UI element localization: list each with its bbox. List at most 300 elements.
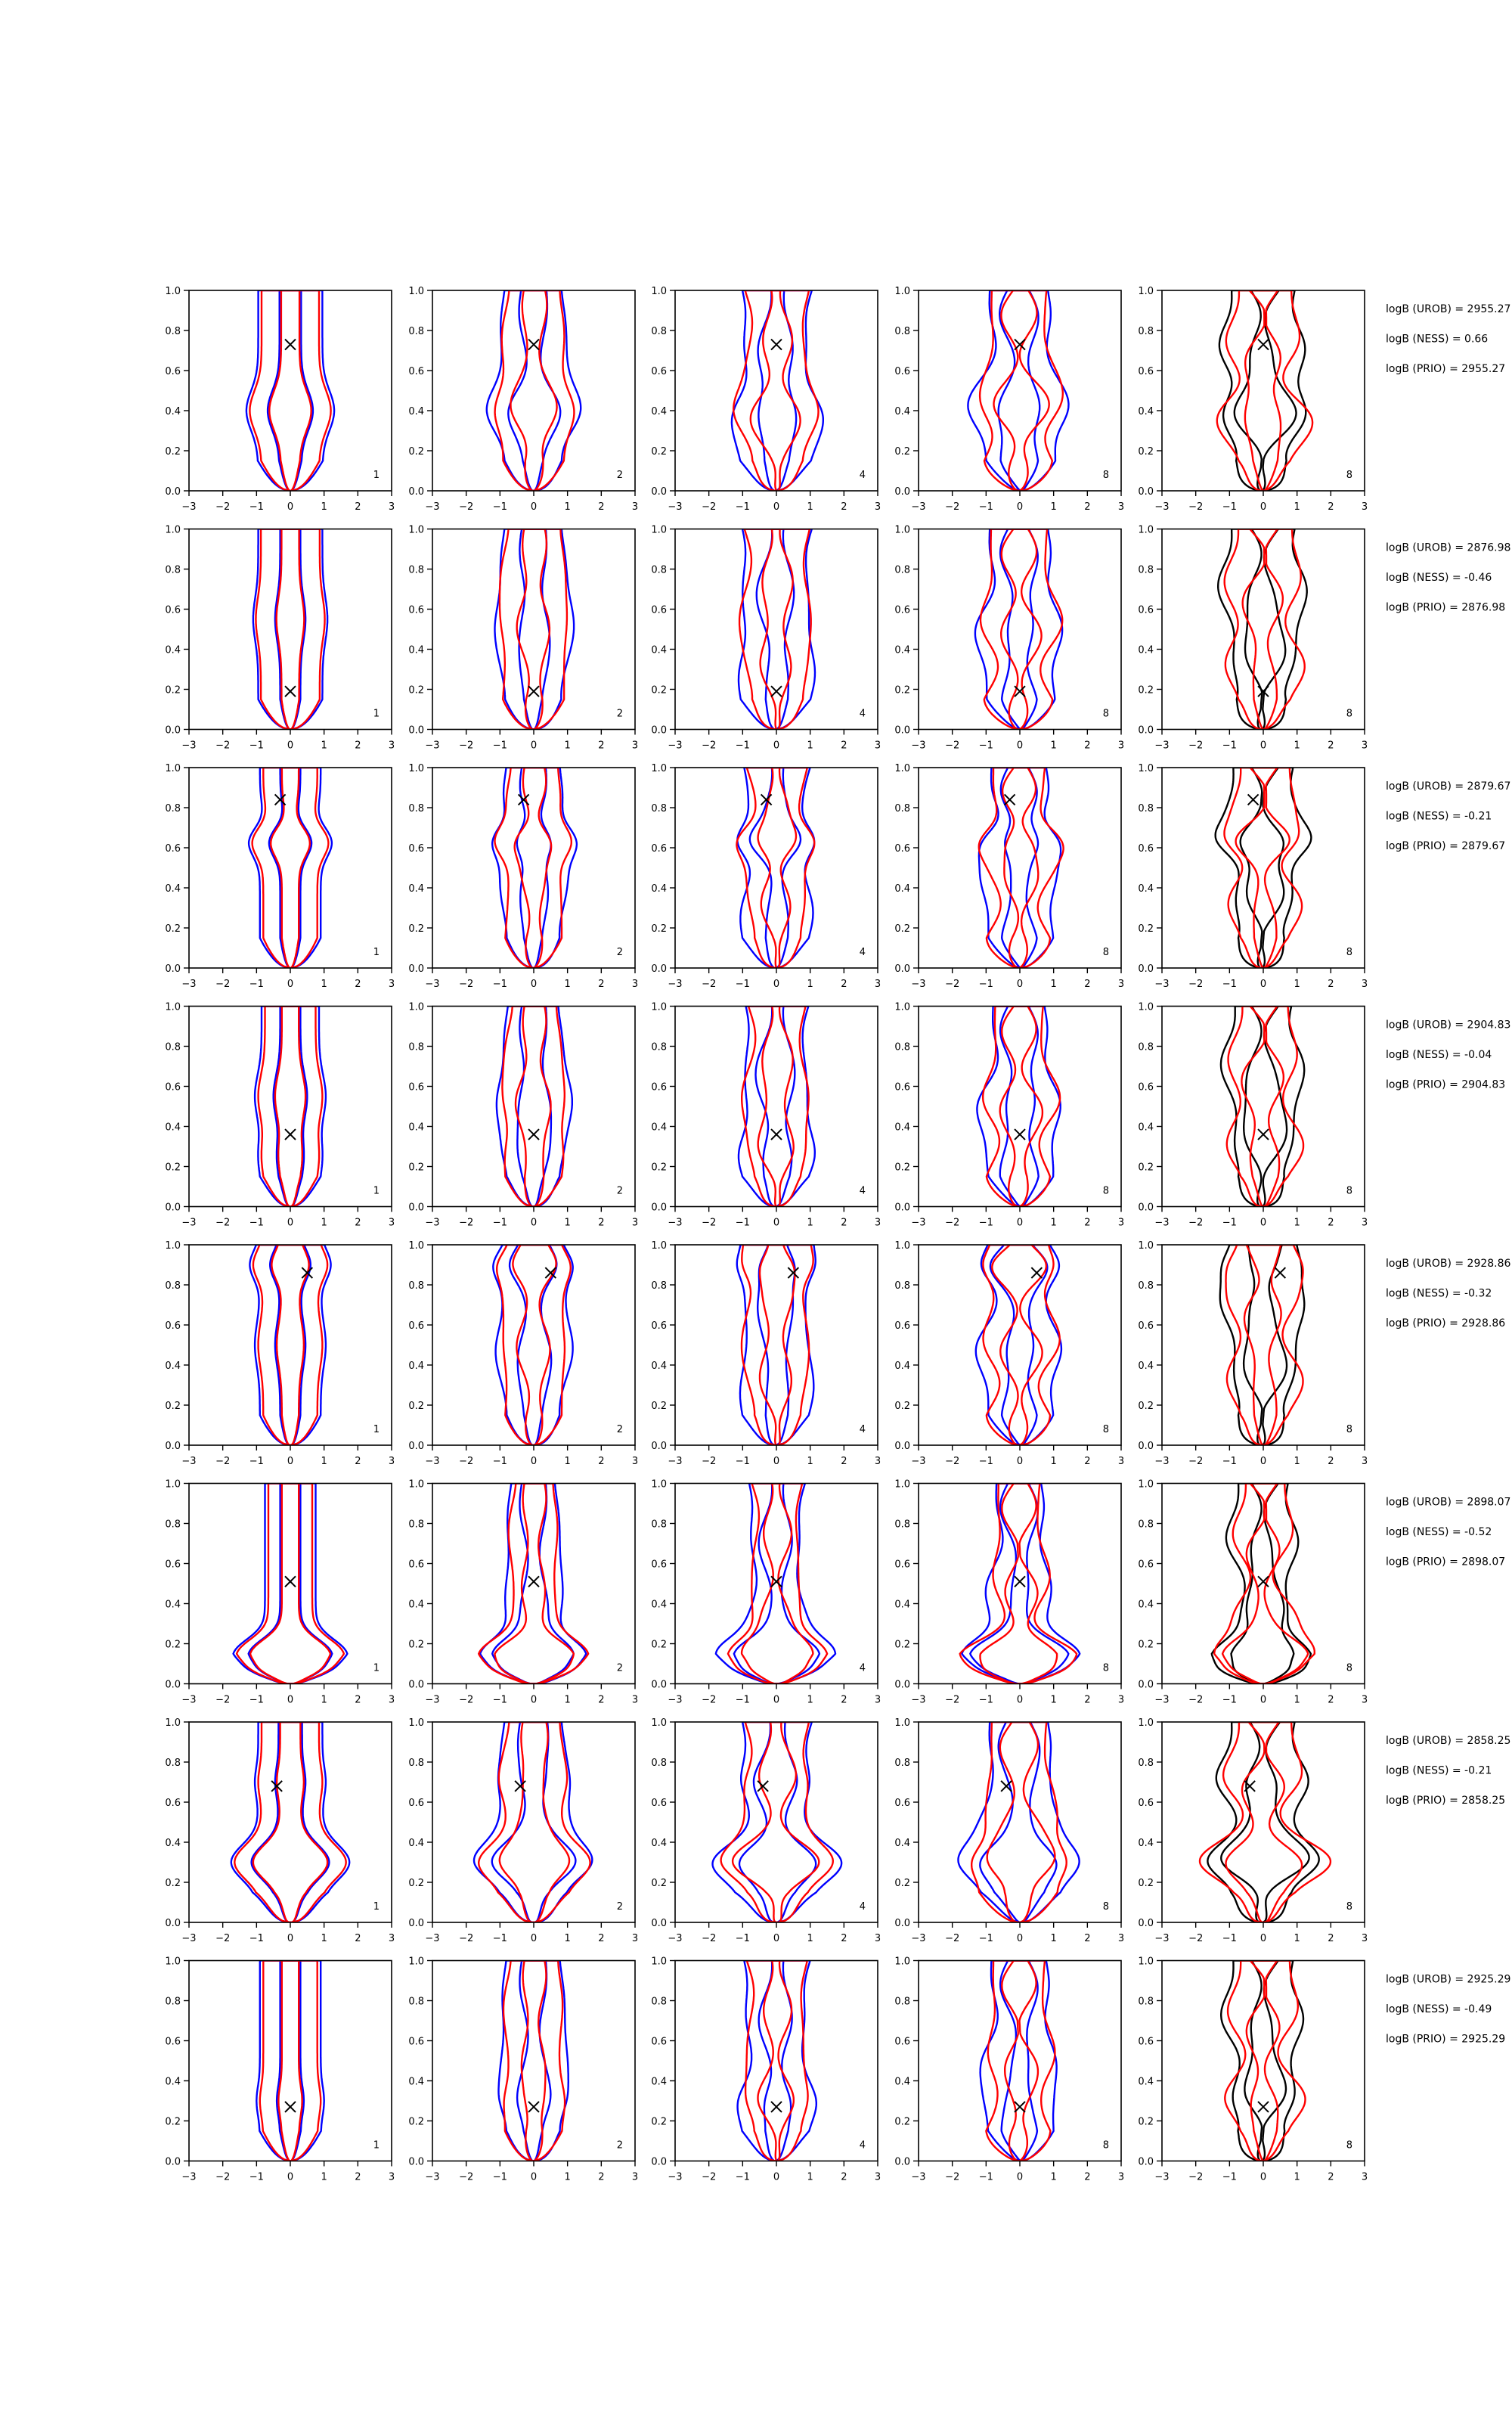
panel-number: 4 [859, 708, 866, 720]
y-tick-label: 0.0 [165, 724, 181, 737]
panel-r8-c2 [408, 1956, 638, 2183]
x-tick-label: 2 [1084, 1694, 1091, 1706]
contour-inner-blue [274, 1007, 308, 1207]
true-point-marker [771, 340, 782, 350]
y-tick-label: 0.6 [165, 1798, 181, 1809]
contour-outer-red [237, 1484, 344, 1684]
y-tick-label: 0.6 [894, 1081, 910, 1094]
x-tick-label: −1 [249, 740, 264, 752]
panel-number: 8 [1102, 1662, 1109, 1674]
x-tick-label: 1 [1294, 1694, 1300, 1706]
logb-annotation-line: logB (PRIO) = 2925.29 [1386, 2033, 1506, 2046]
contour-group [959, 1722, 1080, 1922]
x-tick-label: 2 [598, 979, 605, 990]
x-tick-label: −3 [425, 1694, 440, 1706]
y-tick-label: 0.6 [894, 1559, 910, 1571]
logb-annotation-line: logB (PRIO) = 2876.98 [1386, 601, 1506, 614]
panel-r4-c1 [165, 1002, 395, 1229]
x-tick-label: −1 [1222, 1456, 1237, 1467]
x-tick-label: 2 [1328, 501, 1334, 513]
x-tick-label: 3 [631, 501, 639, 513]
x-tick-label: 2 [841, 1217, 847, 1229]
contour-outer-blue [976, 1245, 1061, 1445]
x-tick-label: −3 [668, 1217, 683, 1229]
x-tick-label: 2 [598, 1456, 605, 1467]
y-tick-label: 0.6 [165, 1081, 181, 1094]
y-tick-label: 0.6 [165, 604, 181, 616]
contour-inner-blue [756, 1007, 795, 1207]
y-tick-label: 0.6 [651, 843, 667, 855]
y-tick-label: 1.0 [651, 763, 667, 774]
y-tick-label: 1.0 [894, 1001, 910, 1013]
y-tick-label: 0.6 [165, 843, 181, 855]
y-tick-label: 0.8 [408, 564, 424, 576]
panel-r8-c3 [651, 1956, 881, 2183]
y-tick-label: 0.2 [408, 923, 424, 935]
true-point-marker [1258, 2102, 1269, 2112]
x-tick-label: 1 [564, 1217, 571, 1229]
x-tick-label: −3 [425, 501, 440, 513]
x-tick-label: −2 [945, 2171, 960, 2183]
x-tick-label: −1 [735, 501, 750, 513]
y-tick-label: 0.4 [651, 644, 667, 656]
y-tick-label: 1.0 [651, 1240, 667, 1252]
x-tick-label: 2 [355, 1217, 361, 1229]
contour-outer-red [249, 290, 330, 491]
x-tick-label: −2 [459, 1217, 474, 1229]
y-tick-label: 0.0 [165, 486, 181, 498]
contour-inner-blue [492, 1484, 574, 1684]
x-tick-label: −1 [735, 740, 750, 752]
y-tick-label: 0.0 [1138, 2156, 1154, 2168]
contour-outer-blue [474, 1722, 592, 1922]
x-tick-label: 3 [388, 1694, 395, 1706]
panel-frame [675, 529, 878, 730]
x-tick-label: −3 [911, 1217, 926, 1229]
x-tick-label: −1 [249, 1217, 264, 1229]
x-tick-label: 2 [598, 501, 605, 513]
panel-r6-c4 [894, 1479, 1124, 1706]
y-tick-label: 0.4 [1138, 1122, 1154, 1134]
contour-outer-red [479, 1722, 590, 1922]
y-tick-label: 0.4 [651, 2076, 667, 2088]
contour-outer-red [971, 1722, 1067, 1922]
contour-group [1212, 1484, 1315, 1684]
panel-number: 4 [859, 1185, 866, 1197]
x-tick-label: 1 [1294, 1456, 1300, 1467]
contour-outer-blue [231, 1722, 349, 1922]
y-tick-label: 1.0 [894, 524, 910, 536]
y-tick-label: 1.0 [894, 1956, 910, 1968]
logb-annotation-line: logB (PRIO) = 2955.27 [1386, 363, 1506, 375]
panel-number: 4 [859, 1662, 866, 1674]
x-tick-label: 0 [1016, 1217, 1024, 1229]
x-tick-label: −1 [249, 501, 264, 513]
x-tick-label: 3 [1361, 1217, 1368, 1229]
contour-outer-blue [253, 529, 327, 730]
x-tick-label: 0 [1016, 1694, 1024, 1706]
x-tick-label: 0 [287, 740, 294, 752]
x-tick-label: 0 [530, 2171, 538, 2183]
x-tick-label: 0 [773, 1694, 780, 1706]
y-tick-label: 0.2 [408, 1639, 424, 1651]
logb-annotation-line: logB (UROB) = 2898.07 [1386, 1496, 1511, 1509]
x-tick-label: 2 [841, 1694, 847, 1706]
y-tick-label: 0.8 [165, 326, 181, 337]
panel-frame [919, 529, 1121, 730]
y-tick-label: 1.0 [651, 524, 667, 536]
y-tick-label: 0.0 [894, 724, 910, 737]
y-tick-label: 0.6 [165, 366, 181, 377]
x-tick-label: 1 [1294, 740, 1300, 752]
panel-frame [919, 1961, 1121, 2161]
panel-frame [189, 1722, 392, 1922]
x-tick-label: 0 [1016, 1456, 1024, 1467]
y-tick-label: 0.0 [651, 2156, 667, 2168]
y-tick-label: 0.6 [1138, 366, 1154, 377]
y-tick-label: 0.0 [894, 1918, 910, 1929]
logb-annotation-line: logB (PRIO) = 2879.67 [1386, 840, 1506, 852]
x-tick-label: −3 [911, 1456, 926, 1467]
contour-group [249, 1245, 330, 1445]
x-tick-label: −1 [1222, 1217, 1237, 1229]
x-tick-label: 1 [807, 979, 813, 990]
contour-outer-blue [739, 1007, 815, 1207]
contour-inner-red [278, 1961, 302, 2161]
y-tick-label: 0.0 [1138, 1202, 1154, 1214]
panel-frame [919, 1007, 1121, 1207]
x-tick-label: 1 [1050, 979, 1057, 990]
contour-outer-red [502, 1007, 564, 1207]
contour-outer-blue [968, 290, 1068, 491]
x-tick-label: 0 [773, 2171, 780, 2183]
x-tick-label: −1 [492, 501, 507, 513]
x-tick-label: −2 [1188, 2171, 1204, 2183]
x-tick-label: −1 [978, 501, 993, 513]
contour-inner-blue [269, 768, 311, 968]
y-tick-label: 0.0 [651, 486, 667, 498]
true-point-marker [1275, 1267, 1285, 1278]
x-tick-label: −3 [668, 740, 683, 752]
y-tick-label: 0.2 [1138, 446, 1154, 458]
x-tick-label: 3 [388, 740, 395, 752]
y-tick-label: 0.6 [651, 604, 667, 616]
y-tick-label: 0.8 [651, 1996, 667, 2008]
y-tick-label: 0.4 [651, 406, 667, 417]
panel-r8-c5 [1138, 1956, 1368, 2183]
x-tick-label: 2 [355, 1694, 361, 1706]
y-tick-label: 0.0 [894, 1202, 910, 1214]
y-tick-label: 0.6 [408, 1081, 424, 1094]
y-tick-label: 0.2 [651, 446, 667, 458]
x-tick-label: 3 [1361, 1694, 1368, 1706]
x-tick-label: 3 [631, 1933, 639, 1944]
y-tick-label: 1.0 [1138, 1001, 1154, 1013]
y-tick-label: 0.2 [165, 1639, 181, 1651]
panel-r2-c5 [1138, 525, 1368, 752]
x-tick-label: −3 [1154, 740, 1170, 752]
panel-frame [675, 1245, 878, 1445]
y-tick-label: 0.0 [165, 1679, 181, 1691]
true-point-marker [515, 1781, 525, 1792]
panel-frame [189, 529, 392, 730]
y-tick-label: 0.4 [408, 406, 424, 417]
x-tick-label: 3 [388, 1456, 395, 1467]
logb-annotation-line: logB (NESS) = -0.46 [1386, 572, 1492, 584]
x-tick-label: −2 [945, 1456, 960, 1467]
panel-frame [189, 1484, 392, 1684]
contour-inner-blue [1001, 768, 1038, 968]
contour-inner-red [1002, 1961, 1038, 2161]
x-tick-label: 1 [1294, 979, 1300, 990]
y-tick-label: 1.0 [408, 1240, 424, 1252]
x-tick-label: 3 [631, 1694, 639, 1706]
x-tick-label: −3 [1154, 1694, 1170, 1706]
panel-frame [675, 1961, 878, 2161]
panel-r5-c2 [408, 1240, 638, 1467]
contour-group [256, 1961, 324, 2161]
x-tick-label: 3 [874, 740, 881, 752]
y-tick-label: 0.4 [1138, 644, 1154, 656]
panel-frame [189, 1245, 392, 1445]
x-tick-label: 0 [287, 501, 294, 513]
x-tick-label: 2 [598, 1933, 605, 1944]
contour-group [255, 1007, 326, 1207]
x-tick-label: −1 [1222, 501, 1237, 513]
y-tick-label: 0.4 [408, 883, 424, 895]
y-tick-label: 0.2 [408, 446, 424, 458]
x-tick-label: 1 [807, 1933, 813, 1944]
x-tick-label: −3 [181, 979, 197, 990]
x-tick-label: 2 [355, 740, 361, 752]
x-tick-label: 3 [1117, 501, 1125, 513]
y-tick-label: 0.6 [1138, 1320, 1154, 1332]
panel-r3-c3 [651, 763, 881, 990]
x-tick-label: −3 [425, 1933, 440, 1944]
y-tick-label: 0.2 [1138, 1878, 1154, 1889]
x-tick-label: 1 [1050, 740, 1057, 752]
x-tick-label: 0 [287, 1933, 294, 1944]
contour-group [474, 1722, 592, 1922]
y-tick-label: 0.8 [651, 564, 667, 576]
x-tick-label: −2 [702, 979, 717, 990]
contour-inner-red [751, 290, 801, 491]
x-tick-label: 0 [1259, 2171, 1267, 2183]
panel-frame [919, 1245, 1121, 1445]
x-tick-label: 0 [287, 1694, 294, 1706]
y-tick-label: 0.8 [1138, 803, 1154, 814]
x-tick-label: 2 [355, 1456, 361, 1467]
y-tick-label: 0.6 [894, 843, 910, 855]
x-tick-label: 2 [1084, 740, 1091, 752]
y-tick-label: 0.2 [165, 1162, 181, 1174]
y-tick-label: 1.0 [894, 1717, 910, 1729]
x-tick-label: 2 [841, 1933, 847, 1944]
y-tick-label: 0.4 [1138, 1599, 1154, 1611]
x-tick-label: 2 [841, 2171, 847, 2183]
x-tick-label: −3 [668, 1456, 683, 1467]
contour-outer-blue [979, 768, 1061, 968]
contour-outer-red [986, 1961, 1055, 2161]
contour-group [234, 1484, 348, 1684]
contour-group [979, 768, 1064, 968]
y-tick-label: 0.8 [894, 326, 910, 337]
y-tick-label: 1.0 [408, 1956, 424, 1968]
y-tick-label: 1.0 [165, 1001, 181, 1013]
contour-outer-red [742, 1245, 813, 1445]
true-point-marker [1015, 1129, 1025, 1140]
y-tick-label: 0.0 [165, 1202, 181, 1214]
panel-r5-c4 [894, 1240, 1124, 1467]
y-tick-label: 0.4 [408, 2076, 424, 2088]
panel-number: 8 [1102, 947, 1109, 958]
x-tick-label: 3 [874, 1456, 881, 1467]
x-tick-label: −1 [1222, 1933, 1237, 1944]
x-tick-label: 0 [530, 979, 538, 990]
x-tick-label: 0 [287, 2171, 294, 2183]
y-tick-label: 0.2 [1138, 684, 1154, 697]
x-tick-label: 2 [598, 1217, 605, 1229]
y-tick-label: 0.6 [165, 1320, 181, 1332]
x-tick-label: −2 [459, 740, 474, 752]
x-tick-label: 2 [841, 501, 847, 513]
x-tick-label: −1 [978, 740, 993, 752]
x-tick-label: 1 [321, 979, 327, 990]
y-tick-label: 0.2 [894, 2116, 910, 2128]
panel-r1-c3 [651, 286, 881, 513]
contour-group [249, 768, 332, 968]
x-tick-label: 1 [321, 501, 327, 513]
y-tick-label: 0.4 [408, 1122, 424, 1134]
y-tick-label: 0.8 [1138, 1758, 1154, 1769]
y-tick-label: 0.0 [408, 963, 424, 975]
x-tick-label: 3 [874, 1933, 881, 1944]
true-point-marker [528, 340, 539, 350]
y-tick-label: 1.0 [651, 1478, 667, 1491]
y-tick-label: 0.6 [651, 1081, 667, 1094]
y-tick-label: 0.2 [651, 2116, 667, 2128]
y-tick-label: 0.6 [165, 1559, 181, 1571]
x-tick-label: −2 [702, 1694, 717, 1706]
y-tick-label: 0.2 [1138, 1639, 1154, 1651]
y-tick-label: 0.8 [165, 1041, 181, 1053]
panel-frame [189, 768, 392, 968]
y-tick-label: 1.0 [1138, 1478, 1154, 1491]
panel-number: 8 [1346, 2139, 1352, 2152]
panel-r3-c2 [408, 763, 638, 990]
panel-number: 1 [373, 470, 380, 481]
contour-outer-blue [713, 1722, 842, 1922]
row-annotation-1 [1386, 303, 1510, 375]
y-tick-label: 0.6 [408, 843, 424, 855]
panel-number: 1 [373, 2139, 380, 2152]
contour-group [1218, 529, 1307, 730]
x-tick-label: 2 [1328, 1456, 1334, 1467]
panel-r4-c4 [894, 1002, 1124, 1229]
x-tick-label: 2 [598, 740, 605, 752]
contour-group [739, 529, 815, 730]
contour-outer-blue [246, 290, 334, 491]
y-tick-label: 1.0 [1138, 1240, 1154, 1252]
true-point-marker [1258, 1129, 1269, 1140]
y-tick-label: 0.6 [408, 1798, 424, 1809]
y-tick-label: 0.4 [651, 1838, 667, 1849]
y-tick-label: 0.0 [1138, 963, 1154, 975]
y-tick-label: 0.8 [1138, 326, 1154, 337]
x-tick-label: −2 [945, 1933, 960, 1944]
x-tick-label: −1 [735, 1933, 750, 1944]
y-tick-label: 1.0 [894, 1240, 910, 1252]
panel-frame [189, 290, 392, 491]
x-tick-label: −3 [668, 979, 683, 990]
x-tick-label: 2 [1084, 1217, 1091, 1229]
contour-group [479, 1484, 588, 1684]
row-annotation-7 [1386, 1735, 1510, 1807]
contour-group [736, 768, 814, 968]
panel-number: 4 [859, 947, 866, 958]
y-tick-label: 0.8 [894, 1996, 910, 2008]
contour-outer-blue [737, 768, 814, 968]
x-tick-label: 3 [1361, 979, 1368, 990]
x-tick-label: −3 [1154, 1456, 1170, 1467]
panel-r2-c4 [894, 525, 1124, 752]
contour-group [739, 1007, 815, 1207]
y-tick-label: 0.2 [165, 1878, 181, 1889]
logb-annotation-line: logB (PRIO) = 2928.86 [1386, 1317, 1506, 1329]
panel-r1-c2 [408, 286, 638, 513]
panel-frame [432, 768, 635, 968]
x-tick-label: −2 [459, 2171, 474, 2183]
x-tick-label: 3 [631, 1217, 639, 1229]
panel-frame [675, 768, 878, 968]
x-tick-label: −3 [1154, 1933, 1170, 1944]
y-tick-label: 0.2 [651, 1878, 667, 1889]
true-point-marker [528, 1129, 539, 1140]
y-tick-label: 0.8 [1138, 1996, 1154, 2008]
y-tick-label: 0.0 [165, 1441, 181, 1452]
contour-group [738, 1961, 816, 2161]
y-tick-label: 0.0 [894, 1441, 910, 1452]
logb-annotation-line: logB (UROB) = 2879.67 [1386, 780, 1511, 793]
row-annotation-8 [1386, 1974, 1510, 2046]
y-tick-label: 0.0 [408, 1202, 424, 1214]
y-tick-label: 0.6 [651, 1798, 667, 1809]
x-tick-label: −3 [425, 1217, 440, 1229]
y-tick-label: 1.0 [408, 1717, 424, 1729]
x-tick-label: 2 [841, 979, 847, 990]
x-tick-label: −2 [1188, 1456, 1204, 1467]
contour-outer-red [745, 1961, 808, 2161]
x-tick-label: 1 [564, 1456, 571, 1467]
x-tick-label: 2 [598, 2171, 605, 2183]
panel-r3-c1 [165, 763, 395, 990]
y-tick-label: 0.0 [165, 963, 181, 975]
y-tick-label: 0.8 [1138, 564, 1154, 576]
y-tick-label: 0.2 [894, 1878, 910, 1889]
true-point-marker [1015, 340, 1025, 350]
x-tick-label: −1 [735, 1217, 750, 1229]
x-tick-label: 1 [321, 740, 327, 752]
contour-inner-blue [249, 1484, 333, 1684]
y-tick-label: 1.0 [1138, 286, 1154, 297]
y-tick-label: 0.0 [651, 1679, 667, 1691]
contour-outer-blue [981, 1961, 1057, 2161]
x-tick-label: 0 [1016, 740, 1024, 752]
y-tick-label: 0.4 [894, 883, 910, 895]
contour-group [713, 1722, 842, 1922]
panel-frame [919, 768, 1121, 968]
x-tick-label: −3 [181, 1933, 197, 1944]
